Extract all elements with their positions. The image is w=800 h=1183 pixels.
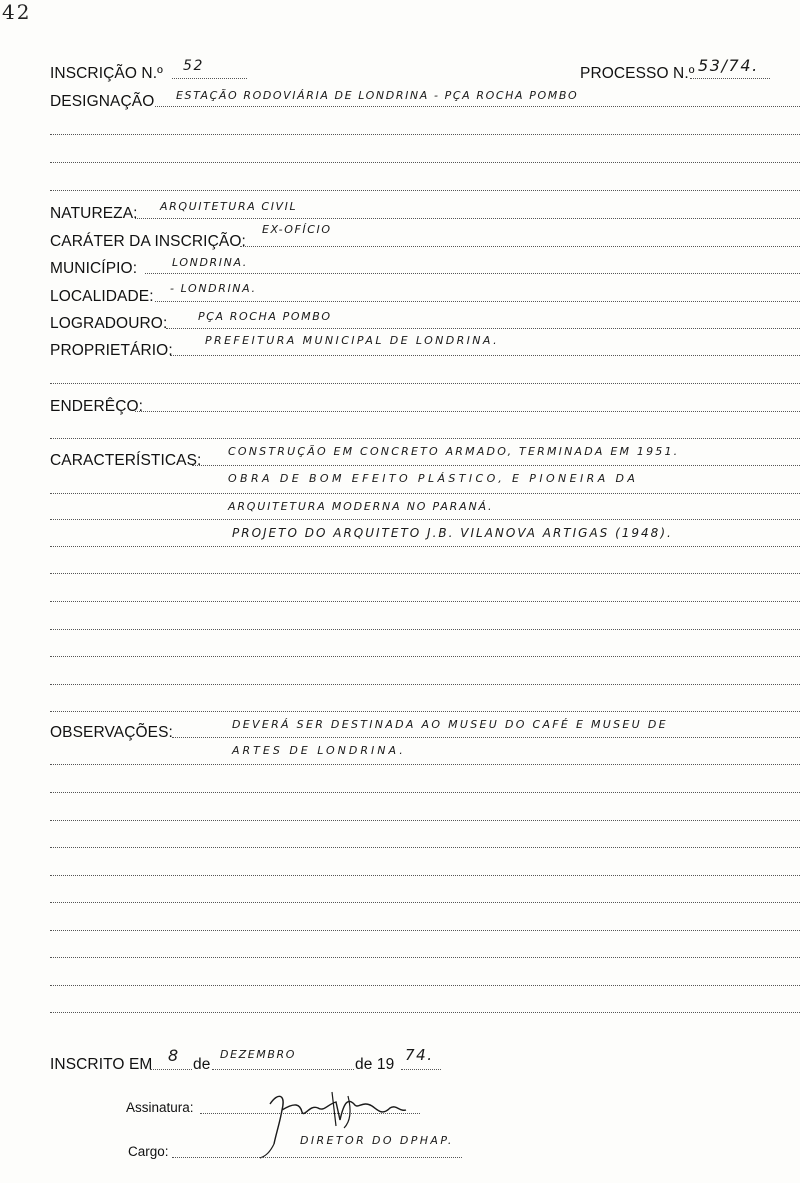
assinatura-label: Assinatura: (126, 1100, 194, 1115)
municipio-label: MUNICÍPIO: (50, 260, 138, 277)
caracteristicas-underline (192, 465, 800, 466)
inscrito-year: 74. (405, 1046, 434, 1064)
observacoes-line-2: ARTES DE LONDRINA. (232, 744, 406, 757)
logradouro-label: LOGRADOURO: (50, 315, 168, 332)
inscrito-month-underline (212, 1069, 354, 1070)
carater-underline (240, 246, 800, 247)
observacoes-label: OBSERVAÇÕES: (50, 724, 173, 741)
page-number: 42 (2, 0, 32, 24)
inscrito-label: INSCRITO EM (50, 1056, 153, 1073)
processo-label: PROCESSO N.º (580, 65, 695, 82)
carater-value: EX-OFÍCIO (262, 223, 332, 236)
cargo-underline (172, 1157, 462, 1158)
endereco-underline (135, 411, 800, 412)
blank-line (50, 629, 800, 630)
caracteristicas-line-1: CONSTRUÇÃO EM CONCRETO ARMADO, TERMINADA EM 1951. (228, 445, 680, 458)
blank-line (50, 383, 800, 384)
inscrito-month: DEZEMBRO (220, 1048, 297, 1061)
processo-underline (690, 78, 770, 79)
municipio-underline (145, 273, 800, 274)
blank-line (50, 162, 800, 163)
blank-line (50, 847, 800, 848)
blank-line (50, 875, 800, 876)
natureza-label: NATUREZA: (50, 205, 138, 222)
inscrito-year-underline (401, 1069, 441, 1070)
observacoes-line-1: DEVERÁ SER DESTINADA AO MUSEU DO CAFÉ E MUSEU DE (232, 718, 668, 731)
blank-line (50, 190, 800, 191)
observacoes-underline (172, 737, 800, 738)
localidade-label: LOCALIDADE: (50, 288, 154, 305)
localidade-value: - LONDRINA. (170, 282, 257, 295)
logradouro-value: PÇA ROCHA POMBO (198, 310, 332, 323)
blank-line (50, 930, 800, 931)
caracteristicas-line (50, 493, 800, 494)
designacao-value: ESTAÇÃO RODOVIÁRIA DE LONDRINA - PÇA ROCHA POMBO (176, 89, 579, 102)
caracteristicas-label: CARACTERÍSTICAS: (50, 452, 202, 469)
caracteristicas-line (50, 546, 800, 547)
carater-label: CARÁTER DA INSCRIÇÃO: (50, 233, 246, 250)
caracteristicas-line-3: ARQUITETURA MODERNA NO PARANÁ. (228, 500, 494, 513)
designacao-underline (155, 106, 800, 107)
caracteristicas-line-4: PROJETO DO ARQUITETO J.B. VILANOVA ARTIGAS (1948). (232, 526, 673, 540)
observacoes-line (50, 764, 800, 765)
inscrito-de-label: de (193, 1056, 211, 1073)
blank-line (50, 792, 800, 793)
signature-icon (240, 1082, 440, 1160)
cargo-label: Cargo: (128, 1144, 169, 1159)
localidade-underline (155, 301, 800, 302)
proprietario-value: PREFEITURA MUNICIPAL DE LONDRINA. (205, 334, 499, 347)
caracteristicas-line-2: OBRA DE BOM EFEITO PLÁSTICO, E PIONEIRA DA (228, 472, 639, 485)
inscrito-day-underline (150, 1069, 192, 1070)
blank-line (50, 573, 800, 574)
inscricao-value: 52 (183, 58, 205, 74)
inscrito-day: 8 (168, 1046, 180, 1065)
blank-line (50, 1012, 800, 1013)
inscrito-year-prefix: de 19 (355, 1056, 395, 1073)
municipio-value: LONDRINA. (172, 256, 248, 269)
endereco-label: ENDERÊÇO: (50, 398, 144, 415)
natureza-value: ARQUITETURA CIVIL (160, 200, 298, 213)
inscricao-label: INSCRIÇÃO N.º (50, 65, 163, 82)
cargo-value: DIRETOR DO DPHAP. (300, 1134, 454, 1147)
blank-line (50, 957, 800, 958)
natureza-underline (135, 218, 800, 219)
blank-line (50, 601, 800, 602)
blank-line (50, 656, 800, 657)
blank-line (50, 902, 800, 903)
blank-line (50, 684, 800, 685)
blank-line (50, 820, 800, 821)
blank-line (50, 711, 800, 712)
processo-value: 53/74. (698, 56, 759, 75)
caracteristicas-line (50, 519, 800, 520)
logradouro-underline (166, 328, 800, 329)
proprietario-label: PROPRIETÁRIO: (50, 342, 173, 359)
proprietario-underline (170, 355, 800, 356)
blank-line (50, 438, 800, 439)
inscricao-underline (172, 78, 247, 79)
blank-line (50, 985, 800, 986)
designacao-label: DESIGNAÇÃO (50, 93, 155, 110)
blank-line (50, 134, 800, 135)
